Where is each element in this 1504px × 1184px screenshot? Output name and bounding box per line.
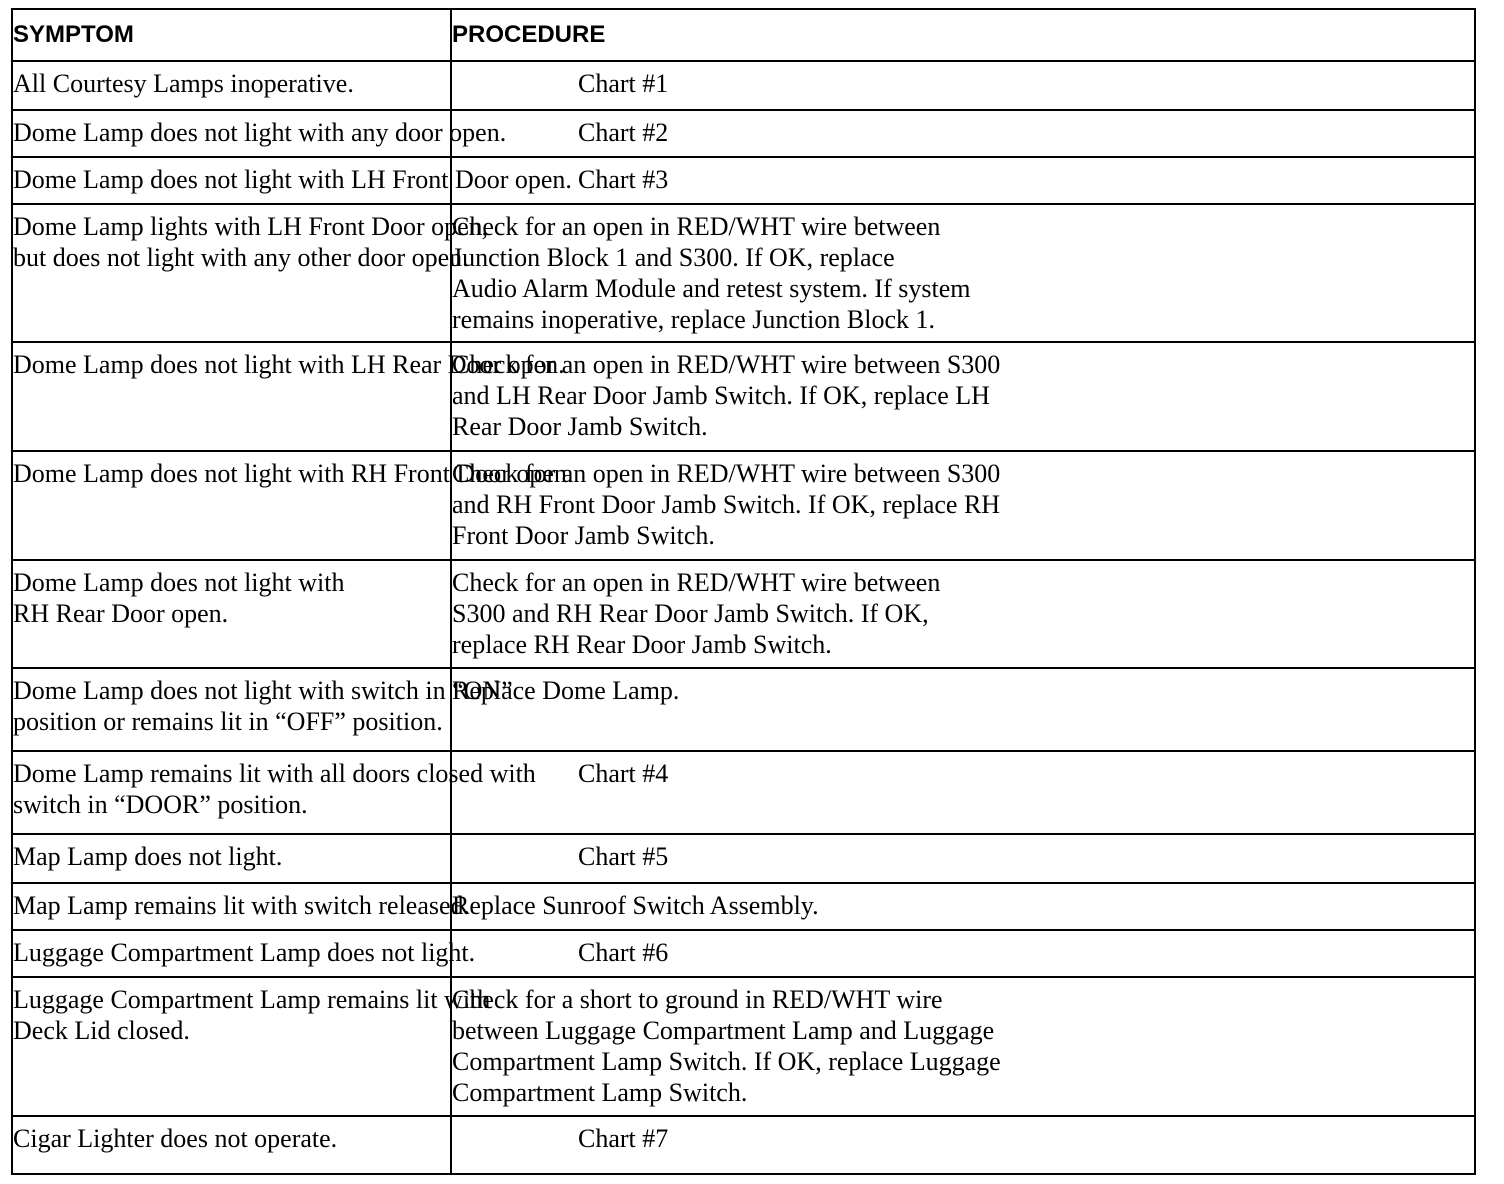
symptom-cell bbox=[12, 751, 536, 834]
symptom-text-line: Dome Lamp remains lit with all doors closed with bbox=[13, 759, 536, 788]
procedure-text-line: Chart #3 bbox=[578, 165, 669, 194]
procedure-text-line: Replace Sunroof Switch Assembly. bbox=[452, 891, 819, 920]
symptom-cell bbox=[12, 560, 451, 668]
procedure-chart-reference bbox=[451, 110, 1475, 157]
symptom-text-line: Map Lamp does not light. bbox=[13, 842, 283, 871]
symptom-text-line: but does not light with any other door open. bbox=[13, 243, 469, 272]
symptom-cell bbox=[12, 110, 507, 157]
symptom-column-header: SYMPTOM bbox=[12, 9, 451, 61]
table-row bbox=[12, 751, 1475, 834]
procedure-cell bbox=[451, 204, 1475, 342]
procedure-text-line: and LH Rear Door Jamb Switch. If OK, replace LH bbox=[452, 381, 990, 410]
symptom-cell bbox=[12, 342, 565, 451]
table-row bbox=[12, 157, 1475, 204]
procedure-cell bbox=[451, 668, 1475, 751]
symptom-cell bbox=[12, 834, 451, 883]
procedure-chart-reference bbox=[451, 751, 1475, 834]
table-row bbox=[12, 930, 1475, 977]
procedure-text-line: Front Door Jamb Switch. bbox=[452, 521, 715, 550]
procedure-text-line: S300 and RH Rear Door Jamb Switch. If OK, bbox=[452, 599, 929, 628]
procedure-cell bbox=[451, 342, 1475, 451]
procedure-text-line: between Luggage Compartment Lamp and Luggage bbox=[452, 1016, 995, 1045]
procedure-cell bbox=[451, 560, 1475, 668]
procedure-cell bbox=[451, 883, 1475, 930]
procedure-text-line: Check for an open in RED/WHT wire between bbox=[452, 568, 941, 597]
procedure-chart-reference bbox=[451, 157, 1475, 204]
procedure-chart-reference bbox=[451, 834, 1475, 883]
procedure-chart-reference bbox=[451, 1116, 1475, 1174]
procedure-text-line: and RH Front Door Jamb Switch. If OK, replace RH bbox=[452, 490, 1001, 519]
symptom-text-line: Map Lamp remains lit with switch released. bbox=[13, 891, 471, 920]
symptom-cell bbox=[12, 451, 574, 560]
table-row bbox=[12, 883, 1475, 930]
procedure-text-line: Chart #5 bbox=[578, 842, 669, 871]
symptom-text-line: All Courtesy Lamps inoperative. bbox=[13, 69, 354, 98]
symptom-text-line: Dome Lamp lights with LH Front Door open, bbox=[13, 212, 489, 241]
procedure-cell bbox=[451, 977, 1475, 1116]
procedure-text-line: Chart #4 bbox=[578, 759, 669, 788]
table-row bbox=[12, 668, 1475, 751]
procedure-chart-reference bbox=[451, 61, 1475, 110]
procedure-text-line: Rear Door Jamb Switch. bbox=[452, 412, 708, 441]
symptom-text-line: Deck Lid closed. bbox=[13, 1016, 190, 1045]
symptom-text-line: Dome Lamp does not light with LH Front Door open. bbox=[13, 165, 572, 194]
symptom-text-line: Dome Lamp does not light with LH Rear Door open. bbox=[13, 350, 565, 379]
procedure-text-line: Check for an open in RED/WHT wire between S300 bbox=[452, 459, 1001, 488]
procedure-text-line: Compartment Lamp Switch. If OK, replace Luggage bbox=[452, 1047, 1001, 1076]
procedure-text-line: Check for an open in RED/WHT wire between bbox=[452, 212, 941, 241]
symptom-text-line: position or remains lit in “OFF” position. bbox=[13, 707, 443, 736]
table-row bbox=[12, 1116, 1475, 1174]
symptom-text-line: Dome Lamp does not light with switch in “ON” bbox=[13, 676, 513, 705]
procedure-text-line: Chart #6 bbox=[578, 938, 669, 967]
procedure-text-line: Chart #7 bbox=[578, 1124, 669, 1153]
table-row bbox=[12, 977, 1475, 1116]
procedure-chart-reference bbox=[451, 930, 1475, 977]
symptom-procedure-table bbox=[11, 8, 1476, 1175]
table-row bbox=[12, 451, 1475, 560]
procedure-text-line: remains inoperative, replace Junction Block 1. bbox=[452, 305, 936, 334]
symptom-text-line: Luggage Compartment Lamp remains lit with bbox=[13, 985, 491, 1014]
symptom-text-line: switch in “DOOR” position. bbox=[13, 790, 308, 819]
procedure-text-line: Junction Block 1 and S300. If OK, replace bbox=[452, 243, 895, 272]
symptom-cell bbox=[12, 204, 489, 342]
procedure-text-line: Replace Dome Lamp. bbox=[452, 676, 680, 705]
symptom-text-line: Dome Lamp does not light with bbox=[13, 568, 345, 597]
procedure-text-line: replace RH Rear Door Jamb Switch. bbox=[452, 630, 832, 659]
symptom-text-line: Dome Lamp does not light with any door open. bbox=[13, 118, 507, 147]
table-row bbox=[12, 204, 1475, 342]
table-row bbox=[12, 110, 1475, 157]
table-row bbox=[12, 834, 1475, 883]
table-row bbox=[12, 342, 1475, 451]
table-header-row bbox=[12, 9, 1475, 61]
symptom-text-line: Dome Lamp does not light with RH Front Door open. bbox=[13, 459, 574, 488]
symptom-text-line: RH Rear Door open. bbox=[13, 599, 229, 628]
symptom-cell bbox=[12, 61, 451, 110]
symptom-cell bbox=[12, 930, 476, 977]
symptom-text-line: Cigar Lighter does not operate. bbox=[13, 1124, 338, 1153]
procedure-text-line: Compartment Lamp Switch. bbox=[452, 1078, 748, 1107]
procedure-text-line: Check for a short to ground in RED/WHT wire bbox=[452, 985, 943, 1014]
symptom-cell bbox=[12, 977, 491, 1116]
symptom-cell bbox=[12, 157, 572, 204]
table-row bbox=[12, 560, 1475, 668]
procedure-cell bbox=[451, 451, 1475, 560]
procedure-text-line: Chart #2 bbox=[578, 118, 669, 147]
table-body bbox=[12, 61, 1475, 1174]
procedure-column-header: PROCEDURE bbox=[451, 9, 1475, 61]
symptom-text-line: Luggage Compartment Lamp does not light. bbox=[13, 938, 476, 967]
symptom-cell bbox=[12, 1116, 451, 1174]
table-row bbox=[12, 61, 1475, 110]
symptom-cell bbox=[12, 668, 513, 751]
symptom-cell bbox=[12, 883, 471, 930]
procedure-text-line: Audio Alarm Module and retest system. If system bbox=[452, 274, 971, 303]
procedure-text-line: Chart #1 bbox=[578, 69, 669, 98]
procedure-text-line: Check for an open in RED/WHT wire between S300 bbox=[452, 350, 1001, 379]
